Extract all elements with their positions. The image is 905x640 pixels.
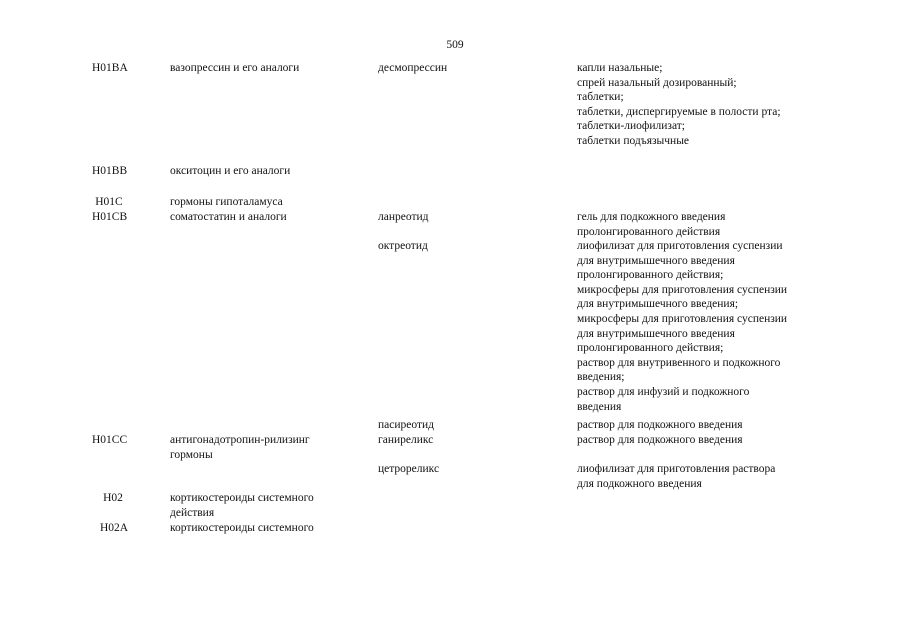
dosage-forms: раствор для подкожного введения: [577, 434, 743, 446]
dosage-forms: капли назальные; спрей назальный дозированный; таблетки; таблетки, диспергируемые в полости рта; таблетки-лиофилизат; таблетки подъязычные: [577, 62, 781, 147]
dosage-forms: лиофилизат для приготовления суспензии для внутримышечного введения пролонгированного действия; микросферы для приготовления суспензии для внутримышечного введения; микросферы для приготовления суспензии для внутримышечного введения пролонгированного действия; раствор для внутривенного и подкожного введения; раствор для инфузий и подкожного введения: [577, 240, 788, 413]
group-name: кортикостероиды системного действия: [170, 492, 314, 519]
group-name: антигонадотропин-рилизинг гормоны: [170, 434, 310, 461]
dosage-forms: гель для подкожного введения пролонгированного действия: [577, 211, 726, 238]
atc-code: H01CC: [92, 434, 128, 446]
atc-code: H01CB: [92, 211, 128, 223]
drug-name: ганиреликс: [378, 434, 434, 446]
drug-name: десмопрессин: [378, 62, 448, 74]
group-name: окситоцин и его аналоги: [170, 165, 291, 177]
drug-name: пасиреотид: [378, 419, 435, 431]
group-name: кортикостероиды системного: [170, 522, 314, 534]
dosage-forms: раствор для подкожного введения: [577, 419, 743, 431]
atc-code: H02: [103, 492, 123, 504]
drug-name: октреотид: [378, 240, 428, 252]
atc-code: H02A: [99, 522, 129, 534]
group-name: соматостатин и аналоги: [170, 211, 287, 223]
drug-name: цетрореликс: [378, 463, 440, 475]
atc-code: H01BB: [92, 165, 128, 177]
drug-name: ланреотид: [378, 211, 429, 223]
page-number: 509: [446, 39, 464, 51]
atc-code: H01BA: [92, 62, 128, 74]
atc-code: H01C: [95, 196, 123, 208]
dosage-forms: лиофилизат для приготовления раствора для подкожного введения: [577, 463, 776, 490]
group-name: гормоны гипоталамуса: [170, 196, 283, 208]
group-name: вазопрессин и его аналоги: [170, 62, 300, 74]
